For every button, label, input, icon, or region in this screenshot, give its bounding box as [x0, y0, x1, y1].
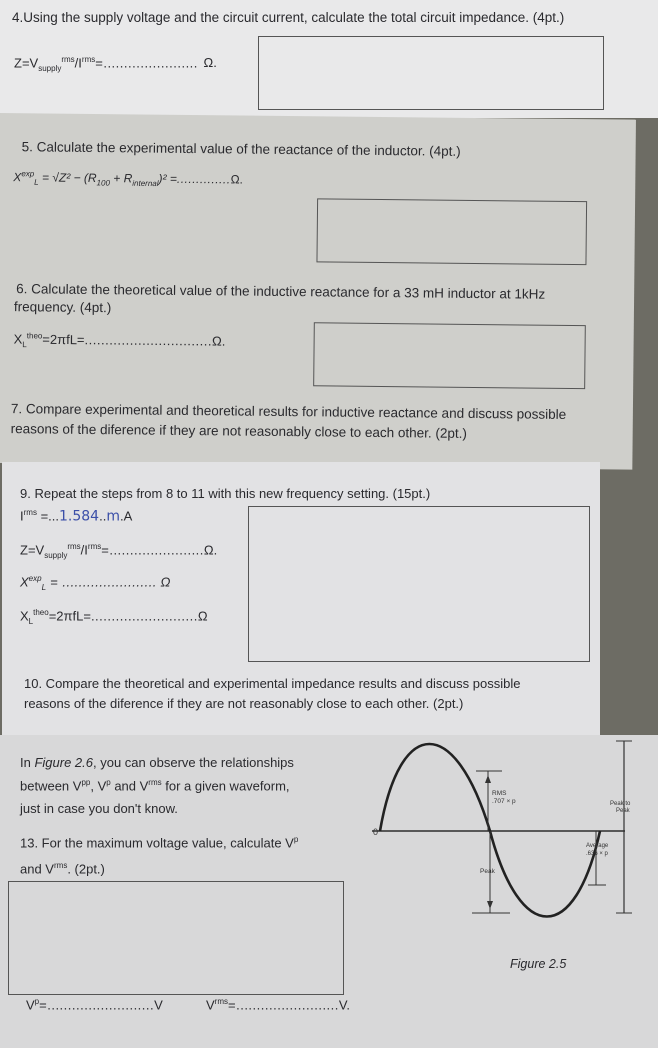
peak-label: Peak [480, 868, 495, 875]
average-factor-label: .636 × p [586, 851, 608, 857]
waveform-figure [360, 735, 658, 975]
peak-to-peak-label-2: Peak [616, 808, 630, 814]
question-6-text-line1: 6. Calculate the theoretical value of the inductive reactance for a 33 mH inductor at 1kHz [16, 281, 546, 302]
vrms-answer-line: $V^{rms}=.........................V$. [206, 997, 350, 1013]
rms-label: RMS [492, 790, 507, 797]
question-13-text-line2: and $V^{rms}$. (2pt.) [20, 861, 105, 877]
question-7-text-line2: reasons of the diference if they are not reasonably close to each other. (2pt.) [10, 421, 468, 441]
figure-intro-line1: In Figure 2.6, you can observe the relationships [20, 755, 294, 770]
question-9-text: 9. Repeat the steps from 8 to 11 with this new frequency setting. (15pt.) [20, 486, 431, 501]
question-9-irms-line: $I^{rms} =...1.584..m.A$ [20, 508, 133, 525]
question-10-text-line2: reasons of the diference if they are not reasonably close to each other. (2pt.) [24, 696, 464, 711]
question-5-answer-box[interactable] [316, 198, 587, 265]
peak-to-peak-label: Peak to [610, 801, 631, 807]
question-13-text-line1: 13. For the maximum voltage value, calculate $V^p$ [20, 835, 299, 851]
vp-answer-line: $V^p=..........................V$ [26, 997, 163, 1013]
zero-label: 0 [373, 827, 379, 837]
question-6-formula: $X_L^{theo}=2\pi fL=...............................\Omega$. [13, 331, 226, 350]
question-5-text: 5. Calculate the experimental value of the reactance of the inductor. (4pt.) [21, 139, 461, 159]
rms-factor-label: .707 × p [492, 798, 516, 805]
question-10-text-line1: 10. Compare the theoretical and experimental impedance results and discuss possible [24, 676, 521, 691]
question-9-xl-exp-line: $X^{exp}_L$ = ....................... Ω [20, 574, 171, 592]
question-5-formula: $X^{exp}_L = √Z^2 - (R_{100} + R_{internal})^2 =..............\Omega$. [13, 169, 243, 189]
question-4-text: 4.Using the supply voltage and the circuit current, calculate the total circuit impedance. (4pt.) [12, 10, 565, 25]
question-13-section [0, 735, 658, 1048]
irms-handwritten-value: 1.584 [59, 508, 100, 525]
question-6-text-line2: frequency. (4pt.) [13, 299, 112, 316]
question-9-impedance-line: $Z=V_{supply}^{rms}/I^{rms}=.......................\Omega$. [20, 542, 218, 560]
average-label: Average [586, 843, 609, 849]
question-6-answer-box[interactable] [313, 322, 586, 389]
question-13-answer-box[interactable] [8, 881, 344, 995]
question-4-section [0, 0, 658, 118]
question-7-text-line1: 7. Compare experimental and theoretical results for inductive reactance and discuss possible [10, 401, 567, 422]
question-4-answer-box[interactable] [258, 36, 604, 110]
question-9-answer-box[interactable] [248, 506, 590, 662]
figure-caption: Figure 2.5 [510, 957, 567, 971]
question-4-formula: $Z=V_{supply}^{rms}/I^{rms}=$....................... Ω. [14, 55, 217, 73]
figure-intro-line2: between $V^{pp}$, $V^p$ and $V^{rms}$ for a given waveform, [20, 778, 290, 794]
figure-intro-line3: just in case you don't know. [20, 801, 178, 816]
questions-5-7-section [0, 113, 636, 470]
question-9-xl-theo-line: $X_L^{theo}=2\pi fL=..........................\Omega$ [20, 608, 208, 626]
questions-9-10-section [2, 462, 600, 742]
